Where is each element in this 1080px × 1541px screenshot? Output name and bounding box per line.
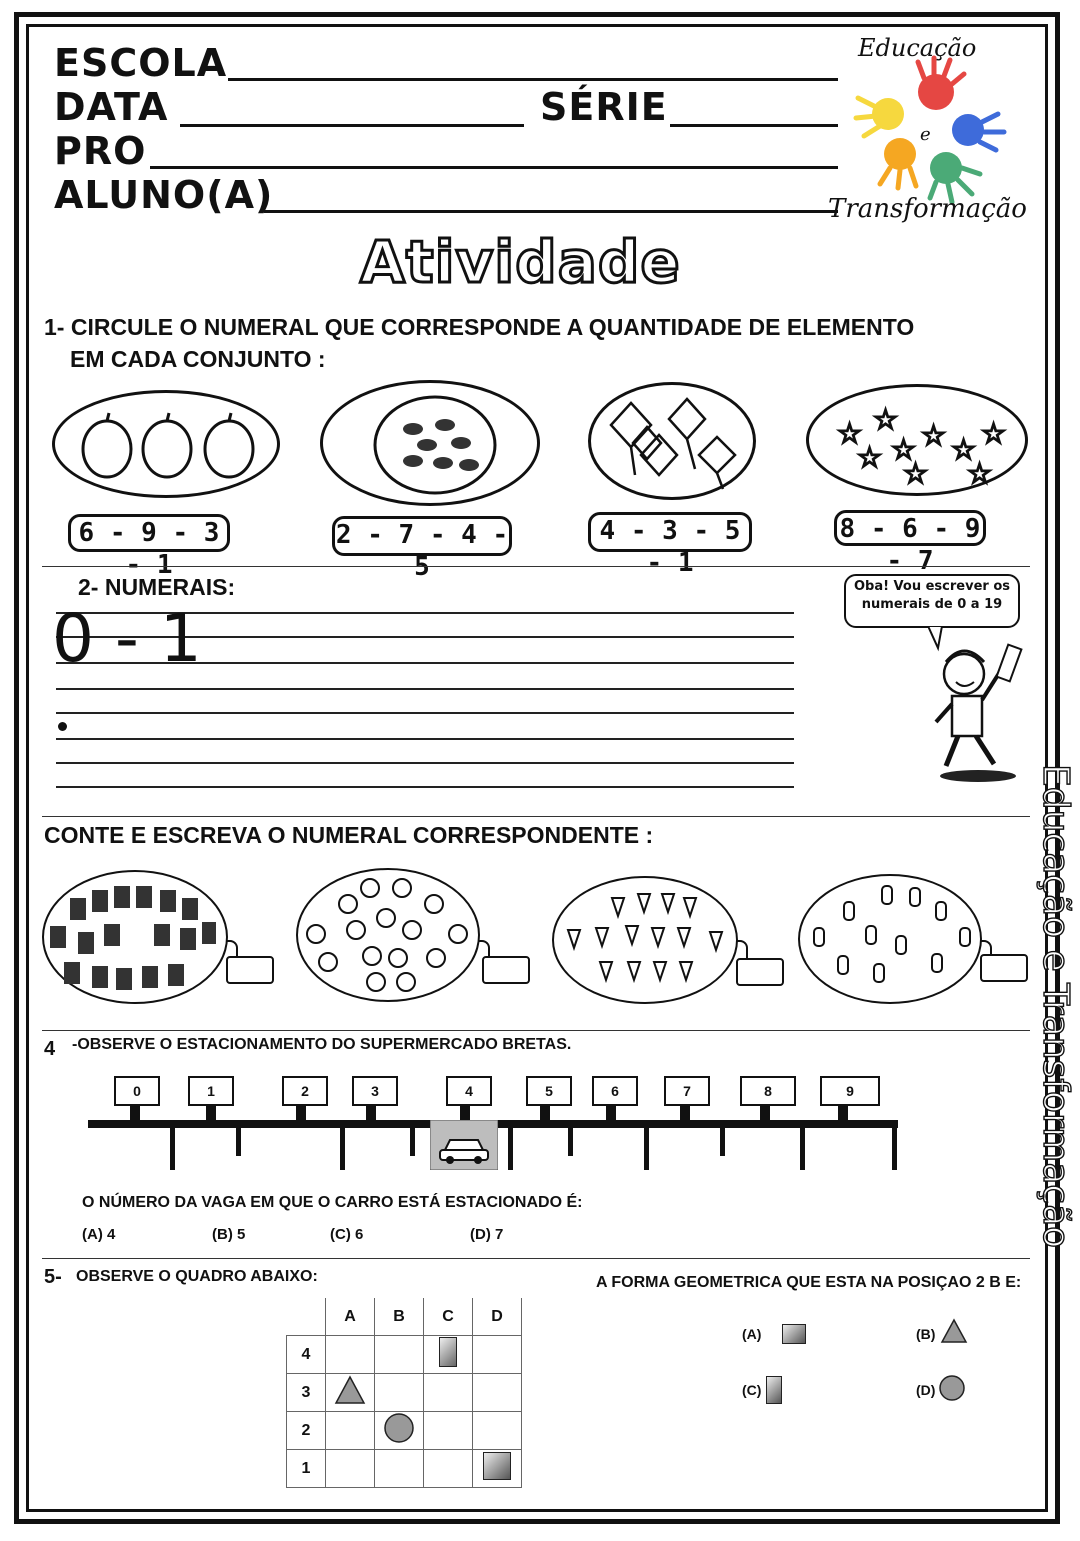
grid-cell xyxy=(473,1412,522,1450)
grid-cell-4c xyxy=(424,1336,473,1374)
slot-4: 4 xyxy=(446,1076,492,1106)
answer-box-3[interactable] xyxy=(736,958,784,986)
escola-label: ESCOLA xyxy=(54,41,228,85)
apple-icon xyxy=(205,421,253,477)
q4-option-b[interactable]: (B) 5 xyxy=(212,1226,246,1243)
grid-cell xyxy=(326,1412,375,1450)
pro-label: PRO xyxy=(54,129,147,173)
set-cupcakes-dark xyxy=(42,870,228,1004)
apple-icon xyxy=(143,421,191,477)
triangle-option-icon xyxy=(940,1318,968,1344)
grid-col-a: A xyxy=(326,1298,375,1336)
svg-text:☆: ☆ xyxy=(903,457,929,490)
separator xyxy=(42,816,1030,817)
svg-text:☆: ☆ xyxy=(873,403,899,436)
q1-options-stars[interactable]: 8 - 6 - 9 - 7 xyxy=(834,510,986,546)
serie-field[interactable] xyxy=(670,124,838,127)
set-cupcakes xyxy=(296,868,480,1002)
q2-label: 2- NUMERAIS: xyxy=(78,574,236,600)
bubble-line2: numerais de 0 a 19 xyxy=(861,597,1003,612)
logo xyxy=(828,34,1043,230)
svg-text:☆: ☆ xyxy=(891,433,917,466)
set-fishbowl xyxy=(320,380,540,506)
q5-option-c[interactable]: (C) xyxy=(742,1382,762,1398)
logo-bottom-text: Transformação xyxy=(828,194,1027,224)
grid-row-1: 1 xyxy=(287,1450,326,1488)
svg-text:☆: ☆ xyxy=(981,417,1007,450)
kite-icon xyxy=(611,399,735,489)
grid-row-3: 3 xyxy=(287,1374,326,1412)
q5-option-b[interactable]: (B) xyxy=(916,1326,936,1342)
slot-7: 7 xyxy=(664,1076,710,1106)
grid-cell xyxy=(326,1450,375,1488)
answer-box-2[interactable] xyxy=(482,956,530,984)
grid-cell xyxy=(424,1450,473,1488)
slot-9: 9 xyxy=(820,1076,880,1106)
writing-line xyxy=(56,762,794,764)
set-icecreams xyxy=(552,876,738,1004)
writing-line xyxy=(56,712,794,714)
speech-bubble xyxy=(844,574,1020,628)
writing-line xyxy=(56,738,794,740)
grid-cell xyxy=(473,1374,522,1412)
grid-cell xyxy=(375,1450,424,1488)
start-dot xyxy=(58,722,67,731)
answer-box-1[interactable] xyxy=(226,956,274,984)
escola-field[interactable] xyxy=(228,78,838,81)
q4-option-c[interactable]: (C) 6 xyxy=(330,1226,364,1243)
grid-col-c: C xyxy=(424,1298,473,1336)
set-kites xyxy=(588,382,756,500)
set-popsicles xyxy=(798,874,982,1004)
q1-options-kites[interactable]: 4 - 3 - 5 - 1 xyxy=(588,512,752,552)
q4-option-d[interactable]: (D) 7 xyxy=(470,1226,504,1243)
grid-cell xyxy=(375,1374,424,1412)
aluno-field[interactable] xyxy=(264,210,838,213)
grid-cell xyxy=(326,1336,375,1374)
q4-number: 4 xyxy=(44,1038,56,1060)
set-apples xyxy=(52,390,280,498)
grid-row-4: 4 xyxy=(287,1336,326,1374)
svg-text:☆: ☆ xyxy=(837,417,863,450)
rectangle-option-icon xyxy=(766,1376,782,1404)
popcorn-icons xyxy=(44,872,224,1000)
slot-6: 6 xyxy=(592,1076,638,1106)
page-title: Atividade xyxy=(360,228,681,296)
q1-text-line1: 1- CIRCULE O NUMERAL QUE CORRESPONDE A QUANTIDADE DE ELEMENTO xyxy=(44,314,915,340)
square-icon xyxy=(483,1452,511,1480)
grid-corner xyxy=(287,1298,326,1336)
popsicle-icons xyxy=(800,876,978,1000)
serie-label: SÉRIE xyxy=(540,85,668,129)
slot-0: 0 xyxy=(114,1076,160,1106)
circle-option-icon xyxy=(938,1374,966,1402)
grid-cell-1d xyxy=(473,1450,522,1488)
q5-option-d[interactable]: (D) xyxy=(916,1382,936,1398)
q4-option-a[interactable]: (A) 4 xyxy=(82,1226,116,1243)
slot-3: 3 xyxy=(352,1076,398,1106)
logo-middle-text: e xyxy=(920,124,931,145)
slot-1: 1 xyxy=(188,1076,234,1106)
numerals-example: 0 - 1 xyxy=(52,600,202,677)
grid-col-b: B xyxy=(375,1298,424,1336)
q1-options-fish[interactable]: 2 - 7 - 4 - 5 xyxy=(332,516,512,556)
svg-text:☆: ☆ xyxy=(967,457,993,490)
grid-cell xyxy=(424,1374,473,1412)
q1-options-apples[interactable]: 6 - 9 - 3 - 1 xyxy=(68,514,230,552)
q1-text-line2: EM CADA CONJUNTO : xyxy=(70,346,326,372)
square-option-icon xyxy=(782,1324,806,1344)
separator xyxy=(42,1030,1030,1031)
grid-cell-3a xyxy=(326,1374,375,1412)
data-label: DATA xyxy=(54,85,169,129)
apple-icon xyxy=(83,421,131,477)
q3-text: CONTE E ESCREVA O NUMERAL CORRESPONDENTE : xyxy=(44,822,654,848)
aluno-label: ALUNO(A) xyxy=(54,173,274,217)
separator xyxy=(42,1258,1030,1259)
bubble-line1: Oba! Vou escrever os xyxy=(853,579,1011,594)
grid-cell xyxy=(375,1336,424,1374)
svg-text:☆: ☆ xyxy=(951,433,977,466)
q5-option-a[interactable]: (A) xyxy=(742,1326,762,1342)
triangle-icon xyxy=(334,1375,366,1405)
icecream-icons xyxy=(554,878,734,1000)
grid-cell-2b xyxy=(375,1412,424,1450)
side-watermark-text: Educação e Transformação xyxy=(1035,764,1076,1249)
pro-field[interactable] xyxy=(150,166,838,169)
answer-box-4[interactable] xyxy=(980,954,1028,982)
q5-text: OBSERVE O QUADRO ABAIXO: xyxy=(76,1268,318,1285)
grid-cell xyxy=(424,1412,473,1450)
q5-question: A FORMA GEOMETRICA QUE ESTA NA POSIÇAO 2 B E: xyxy=(596,1274,1022,1291)
set-stars xyxy=(806,384,1028,496)
q4-text: -OBSERVE O ESTACIONAMENTO DO SUPERMERCADO BRETAS. xyxy=(72,1036,572,1053)
boy-illustration-icon xyxy=(928,626,1032,786)
logo-top-text: Educação xyxy=(858,34,977,62)
writing-line xyxy=(56,688,794,690)
grid-row-2: 2 xyxy=(287,1412,326,1450)
grid-col-d: D xyxy=(473,1298,522,1336)
q4-question: O NÚMERO DA VAGA EM QUE O CARRO ESTÁ ESTACIONADO É: xyxy=(82,1194,583,1211)
star-icons xyxy=(809,387,1025,493)
svg-text:☆: ☆ xyxy=(857,441,883,474)
coordinate-grid xyxy=(286,1298,522,1488)
separator xyxy=(42,566,1030,567)
cupcake-icons xyxy=(298,870,476,998)
slot-5: 5 xyxy=(526,1076,572,1106)
grid-cell xyxy=(473,1336,522,1374)
car-icon xyxy=(430,1120,498,1170)
rectangle-icon xyxy=(439,1337,457,1367)
slot-2: 2 xyxy=(282,1076,328,1106)
data-field[interactable] xyxy=(180,124,524,127)
writing-line xyxy=(56,786,794,788)
circle-icon xyxy=(383,1412,415,1444)
svg-text:☆: ☆ xyxy=(921,419,947,452)
side-watermark xyxy=(1033,764,1077,1424)
q5-number: 5- xyxy=(44,1266,62,1288)
slot-8: 8 xyxy=(740,1076,796,1106)
